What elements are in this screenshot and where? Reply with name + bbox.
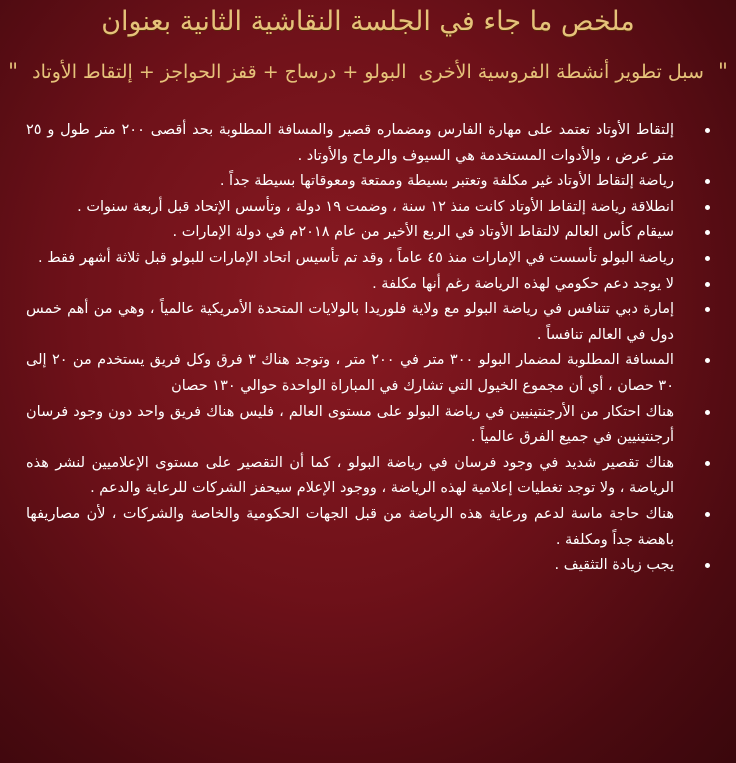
subtitle-part-1: سبل تطوير أنشطة الفروسية الأخرى: [418, 61, 704, 83]
list-item: إلتقاط الأوتاد تعتمد على مهارة الفارس ومضماره قصير والمسافة المطلوبة بحد أقصى ٢٠٠ متر طول و ٢٥ متر عرض ، والأدوات المستخدمة هي السيوف والرماح والأوتاد .: [0, 118, 736, 169]
bullet-icon: [705, 410, 710, 415]
summary-content: [0, 118, 736, 758]
bullet-icon: [705, 256, 710, 261]
list-item: المسافة المطلوبة لمضمار البولو ٣٠٠ متر في ٢٠٠ متر ، وتوجد هناك ٣ فرق وكل فريق يستخدم من ٢٠ إلى ٣٠ حصان ، أي أن مجموع الخيول التي تشارك في المباراة الواحدة حوالي ١٣٠ حصان: [0, 348, 736, 399]
bullet-icon: [705, 179, 710, 184]
subtitle-part-2: البولو + درساج + قفز الحواجز + إلتقاط الأوتاد: [32, 61, 407, 83]
list-item: سيقام كأس العالم لالتقاط الأوتاد في الربع الأخير من عام ٢٠١٨م في دولة الإمارات .: [0, 220, 736, 246]
bullet-icon: [705, 461, 710, 466]
bullet-icon: [705, 307, 710, 312]
bullet-icon: [705, 512, 710, 517]
quote-close: ": [8, 59, 19, 85]
list-item: يجب زيادة التثقيف .: [0, 553, 736, 579]
bullet-icon: [705, 230, 710, 235]
list-item: انطلاقة رياضة إلتقاط الأوتاد كانت منذ ١٢ سنة ، وضمت ١٩ دولة ، وتأسس الإتحاد قبل أربعة سنوات .: [0, 195, 736, 221]
bullet-icon: [705, 282, 710, 287]
list-item: هناك تقصير شديد في وجود فرسان في رياضة البولو ، كما أن التقصير على مستوى الإعلاميين لنشر هذه الرياضة ، ولا توجد تغطيات إعلامية لهذه الرياضة ، ووجود الإعلام سيحفز الشركات للرعاية والدعم .: [0, 451, 736, 502]
bullet-icon: [705, 358, 710, 363]
page-title: ملخص ما جاء في الجلسة النقاشية الثانية بعنوان: [101, 6, 635, 37]
session-subtitle: [6, 52, 730, 92]
summary-list: [0, 118, 736, 579]
list-item: هناك حاجة ماسة لدعم ورعاية هذه الرياضة من قبل الجهات الحكومية والخاصة والشركات ، لأن مصاريفها باهضة جداً ومكلفة .: [0, 502, 736, 553]
list-item: هناك احتكار من الأرجنتينيين في رياضة البولو على مستوى العالم ، فليس هناك فريق واحد دون وجود فرسان أرجنتينيين في جميع الفرق عالمياً .: [0, 400, 736, 451]
list-item: رياضة البولو تأسست في الإمارات منذ ٤٥ عاماً ، وقد تم تأسيس اتحاد الإمارات للبولو قبل ثلاثة أشهر فقط .: [0, 246, 736, 272]
list-item: لا يوجد دعم حكومي لهذه الرياضة رغم أنها مكلفة .: [0, 272, 736, 298]
list-item: رياضة إلتقاط الأوتاد غير مكلفة وتعتبر بسيطة وممتعة ومعوقاتها بسيطة جداً .: [0, 169, 736, 195]
quote-open: ": [717, 59, 728, 85]
bullet-icon: [705, 128, 710, 133]
list-item: إمارة دبي تتنافس في رياضة البولو مع ولاية فلوريدا بالولايات المتحدة الأمريكية عالمياً ، وهي من أهم خمس دول في العالم تنافساً .: [0, 297, 736, 348]
bullet-icon: [705, 205, 710, 210]
bullet-icon: [705, 563, 710, 568]
header: [0, 0, 736, 100]
